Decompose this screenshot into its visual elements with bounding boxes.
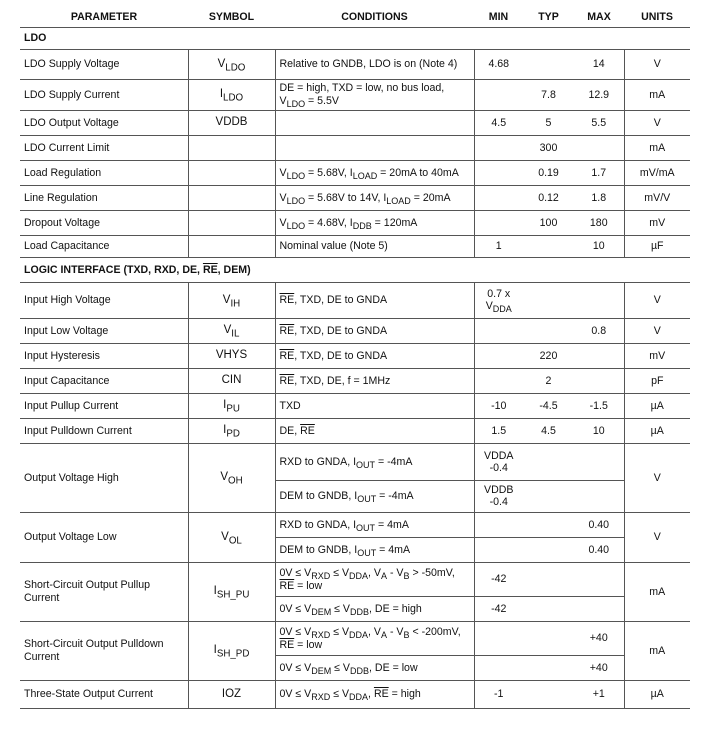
param-cell: Input Pulldown Current <box>20 419 188 444</box>
symbol-sub: PU <box>226 403 240 415</box>
typ-cell <box>523 538 574 563</box>
min-cell: -1 <box>474 681 523 709</box>
table-row <box>20 111 690 136</box>
min-cell <box>474 283 523 319</box>
table-row <box>20 369 690 394</box>
condition-cell: Relative to GNDB, LDO is on (Note 4) <box>275 50 474 80</box>
condition-text: ≤ V <box>331 602 351 615</box>
typ-cell <box>523 597 574 622</box>
condition-text: - V <box>387 625 404 638</box>
symbol-cell <box>188 369 275 394</box>
symbol-cell <box>188 513 275 563</box>
condition-sub: LDO <box>286 220 306 231</box>
re-overline: $\overline{RE}$ <box>279 638 295 651</box>
symbol-cell <box>188 319 275 344</box>
min-cell: 1 <box>474 236 523 258</box>
param-cell: Short-Circuit Output Pullup Current <box>20 563 188 622</box>
condition-text: 0V ≤ V <box>279 661 312 674</box>
table-row <box>20 80 690 111</box>
condition-text: - V <box>387 566 404 579</box>
units-cell: mV <box>624 344 690 369</box>
min-cell <box>474 622 523 656</box>
condition-cell <box>275 513 474 538</box>
param-cell: LDO Supply Current <box>20 80 188 111</box>
section-row-logic <box>20 258 690 283</box>
max-cell <box>574 563 624 597</box>
condition-cell <box>275 211 474 236</box>
condition-text: DEM to GNDB, I <box>279 543 358 556</box>
param-cell: Output Voltage Low <box>20 513 188 563</box>
max-cell: 12.9 <box>574 80 624 111</box>
condition-text: , V <box>368 566 381 579</box>
table-row <box>20 419 690 444</box>
units-cell: µA <box>624 419 690 444</box>
symbol-cell <box>188 344 275 369</box>
typ-cell: -4.5 <box>523 394 574 419</box>
min-cell <box>474 80 523 111</box>
condition-text: 0V ≤ V <box>279 625 312 638</box>
typ-cell: 5 <box>523 111 574 136</box>
symbol-cell <box>188 211 275 236</box>
condition-sub: LDO <box>286 99 306 110</box>
param-cell: Load Capacitance <box>20 236 188 258</box>
header-symbol: SYMBOL <box>188 7 275 28</box>
condition-cell <box>275 319 474 344</box>
typ-cell <box>523 50 574 80</box>
max-cell: 5.5 <box>574 111 624 136</box>
max-cell: 10 <box>574 236 624 258</box>
header-typ: TYP <box>523 7 574 28</box>
condition-text: 0V ≤ V <box>279 566 312 579</box>
condition-text: , TXD, DE, f = 1MHz <box>294 374 391 387</box>
typ-cell <box>523 656 574 681</box>
min-cell <box>474 211 523 236</box>
condition-sub: B <box>403 629 410 640</box>
min-var: V <box>484 449 492 462</box>
condition-text: = 5.68V, I <box>305 166 353 179</box>
units-cell: µA <box>624 394 690 419</box>
symbol-sub: DDB <box>223 116 248 129</box>
table-row <box>20 283 690 319</box>
min-cell <box>474 136 523 161</box>
min-cell <box>474 444 523 481</box>
condition-sub: OUT <box>357 494 377 505</box>
condition-cell <box>275 444 474 481</box>
symbol-cell <box>188 236 275 258</box>
min-cell <box>474 369 523 394</box>
condition-cell <box>275 369 474 394</box>
units-cell: V <box>624 444 690 513</box>
max-cell: +40 <box>574 656 624 681</box>
max-cell: 10 <box>574 419 624 444</box>
condition-text: < -200mV, <box>409 625 461 638</box>
condition-cell <box>275 419 474 444</box>
section-logic-interface: LOGIC INTERFACE (TXD, RXD, DE, $\overline{RE}$, DEM) <box>20 258 690 283</box>
condition-cell <box>275 344 474 369</box>
condition-text: ≤ V <box>330 688 350 701</box>
typ-cell <box>523 563 574 597</box>
condition-text: = 20mA <box>410 191 451 204</box>
condition-sub: OUT <box>357 547 377 558</box>
max-cell: 14 <box>574 50 624 80</box>
param-cell: Input High Voltage <box>20 283 188 319</box>
condition-text: = 4mA <box>376 543 411 556</box>
param-cell: Short-Circuit Output Pulldown Current <box>20 622 188 681</box>
condition-sub: RXD <box>311 629 331 640</box>
min-cell: 4.68 <box>474 50 523 80</box>
param-cell: LDO Current Limit <box>20 136 188 161</box>
symbol-sub: OZ <box>225 687 242 700</box>
symbol-main: I <box>213 585 217 598</box>
condition-cell <box>275 136 474 161</box>
table-row <box>20 211 690 236</box>
re-overline: $\overline{RE}$ <box>279 349 295 362</box>
header-units: UNITS <box>624 7 690 28</box>
symbol-main: V <box>223 324 232 337</box>
max-cell: +1 <box>574 681 624 709</box>
typ-cell <box>523 283 574 319</box>
condition-text: 0V ≤ V <box>279 688 312 701</box>
condition-text: = 4mA <box>375 518 409 531</box>
condition-text: = high <box>388 688 421 701</box>
condition-var: V <box>279 95 287 107</box>
symbol-cell <box>188 563 275 622</box>
condition-text: = 4.68V, I <box>305 216 353 229</box>
symbol-sub: SH_PD <box>216 648 250 660</box>
condition-text: ≤ V <box>330 625 350 638</box>
min-cell <box>474 161 523 186</box>
condition-sub: RXD <box>311 692 331 703</box>
min-cell <box>474 656 523 681</box>
max-cell <box>574 283 624 319</box>
units-cell: mA <box>624 80 690 111</box>
condition-sub: B <box>403 570 410 581</box>
min-offset: -0.4 <box>489 461 508 474</box>
max-cell <box>574 369 624 394</box>
param-cell: Dropout Voltage <box>20 211 188 236</box>
symbol-cell <box>188 111 275 136</box>
symbol-sub: IN <box>229 374 242 387</box>
condition-text: , DE = low <box>369 661 418 674</box>
table-row <box>20 394 690 419</box>
table-row <box>20 136 690 161</box>
typ-cell: 220 <box>523 344 574 369</box>
units-cell: µA <box>624 681 690 709</box>
max-cell <box>574 597 624 622</box>
table-row <box>20 186 690 211</box>
condition-cell <box>275 622 474 656</box>
symbol-main: I <box>223 399 227 412</box>
condition-cell <box>275 538 474 563</box>
condition-cell: TXD <box>275 394 474 419</box>
min-var: V <box>484 484 492 497</box>
units-cell: V <box>624 513 690 563</box>
condition-sub: LDO <box>286 195 306 206</box>
condition-sub: OUT <box>356 459 376 470</box>
symbol-cell <box>188 394 275 419</box>
section-row-ldo <box>20 28 690 50</box>
symbol-main: V <box>222 293 231 306</box>
units-cell: µF <box>624 236 690 258</box>
typ-cell <box>523 319 574 344</box>
condition-cell <box>275 283 474 319</box>
typ-cell <box>523 513 574 538</box>
typ-cell <box>523 236 574 258</box>
max-cell <box>574 344 624 369</box>
table-row <box>20 681 690 709</box>
condition-text: RXD to GNDA, I <box>279 455 357 468</box>
symbol-cell <box>188 283 275 319</box>
symbol-main: V <box>217 57 226 70</box>
symbol-main: V <box>215 349 224 362</box>
typ-cell: 100 <box>523 211 574 236</box>
min-cell <box>474 186 523 211</box>
condition-text: ≤ V <box>331 661 351 674</box>
typ-cell <box>523 481 574 513</box>
param-cell: Input Low Voltage <box>20 319 188 344</box>
symbol-sub: IH <box>230 298 241 309</box>
table-row <box>20 319 690 344</box>
condition-text: DEM to GNDB, I <box>279 490 358 503</box>
symbol-sub: PD <box>226 428 240 440</box>
symbol-main: V <box>215 116 224 129</box>
header-min: MIN <box>474 7 523 28</box>
symbol-cell <box>188 161 275 186</box>
condition-text: > -50mV, <box>409 566 455 579</box>
min-cell: 4.5 <box>474 111 523 136</box>
min-cell <box>474 481 523 513</box>
condition-sub: DEM <box>311 606 332 617</box>
min-offset: -0.4 <box>489 496 508 509</box>
condition-rest: = 5.5V <box>305 95 339 107</box>
units-cell: mV <box>624 211 690 236</box>
typ-cell: 7.8 <box>523 80 574 111</box>
condition-cell <box>275 563 474 597</box>
condition-text: , V <box>368 625 381 638</box>
symbol-sub: LDO <box>225 62 246 73</box>
min-line: 0.7 x <box>487 288 511 301</box>
table-row <box>20 622 690 656</box>
min-cell <box>474 319 523 344</box>
condition-cell <box>275 80 474 111</box>
param-cell: Output Voltage High <box>20 444 188 513</box>
symbol-cell <box>188 186 275 211</box>
condition-text: , TXD, DE to GNDA <box>294 349 388 362</box>
condition-text: = low <box>294 638 323 651</box>
condition-text: = 5.68V to 14V, I <box>305 191 387 204</box>
symbol-cell <box>188 80 275 111</box>
units-cell: mA <box>624 563 690 622</box>
condition-sub: A <box>381 629 388 640</box>
header-parameter: PARAMETER <box>20 7 188 28</box>
max-cell: +40 <box>574 622 624 656</box>
condition-text: , TXD, DE to GNDA <box>294 324 388 337</box>
condition-text: = 120mA <box>371 216 418 229</box>
symbol-sub: OL <box>228 535 242 546</box>
typ-cell: 2 <box>523 369 574 394</box>
condition-sub: DEM <box>311 665 332 676</box>
symbol-main: V <box>220 471 228 484</box>
condition-text: , <box>368 688 374 701</box>
param-cell: Three-State Output Current <box>20 681 188 709</box>
symbol-main: V <box>221 530 229 543</box>
condition-cell <box>275 481 474 513</box>
condition-sub: RXD <box>311 570 331 581</box>
typ-cell <box>523 444 574 481</box>
condition-sub: DDA <box>349 692 369 703</box>
symbol-main: I <box>213 644 217 657</box>
min-cell: -42 <box>474 597 523 622</box>
table-row <box>20 444 690 481</box>
symbol-main: I <box>219 88 224 101</box>
condition-sub: OUT <box>356 522 376 533</box>
typ-cell: 300 <box>523 136 574 161</box>
condition-sub: DDA <box>349 629 369 640</box>
condition-text: DE, <box>279 424 301 437</box>
min-cell: 1.5 <box>474 419 523 444</box>
condition-sub: LOAD <box>352 170 378 181</box>
units-cell: pF <box>624 369 690 394</box>
units-cell: mA <box>624 136 690 161</box>
symbol-cell <box>188 622 275 681</box>
header-row <box>20 7 690 28</box>
min-sub: DDA <box>492 304 512 315</box>
units-cell: mV/V <box>624 186 690 211</box>
typ-cell: 0.19 <box>523 161 574 186</box>
table-row <box>20 513 690 538</box>
symbol-cell <box>188 50 275 80</box>
min-cell: -10 <box>474 394 523 419</box>
header-max: MAX <box>574 7 624 28</box>
min-cell: -42 <box>474 563 523 597</box>
min-cell <box>474 538 523 563</box>
max-cell: 0.40 <box>574 513 624 538</box>
condition-cell <box>275 186 474 211</box>
electrical-characteristics-table <box>20 7 690 709</box>
max-cell: 0.8 <box>574 319 624 344</box>
condition-text: = low <box>294 579 323 592</box>
param-cell: Input Pullup Current <box>20 394 188 419</box>
units-cell: mA <box>624 622 690 681</box>
condition-text: RXD to GNDA, I <box>279 518 357 531</box>
param-cell: Line Regulation <box>20 186 188 211</box>
param-cell: Input Capacitance <box>20 369 188 394</box>
condition-sub: DDB <box>350 665 370 676</box>
condition-sub: LDO <box>286 170 306 181</box>
condition-text: = -4mA <box>375 455 413 468</box>
units-cell: V <box>624 50 690 80</box>
min-sub: DDA <box>491 449 514 462</box>
re-overline: $\overline{RE}$ <box>279 324 295 337</box>
condition-var: V <box>279 166 287 179</box>
max-cell: 1.8 <box>574 186 624 211</box>
min-cell <box>474 344 523 369</box>
condition-var: V <box>279 191 287 204</box>
condition-cell <box>275 161 474 186</box>
max-cell <box>574 481 624 513</box>
min-cell <box>474 513 523 538</box>
condition-text: = 20mA to 40mA <box>377 166 459 179</box>
param-cell: LDO Output Voltage <box>20 111 188 136</box>
typ-cell: 4.5 <box>523 419 574 444</box>
re-overline: $\overline{RE}$ <box>279 374 295 387</box>
symbol-cell <box>188 419 275 444</box>
symbol-main: I <box>221 687 226 700</box>
condition-cell <box>275 681 474 709</box>
units-cell: mV/mA <box>624 161 690 186</box>
re-overline: $\overline{RE}$ <box>279 294 295 307</box>
condition-sub: DDB <box>350 606 370 617</box>
typ-cell <box>523 681 574 709</box>
units-cell: V <box>624 319 690 344</box>
units-cell: V <box>624 283 690 319</box>
table-row <box>20 236 690 258</box>
max-cell: 180 <box>574 211 624 236</box>
header-conditions: CONDITIONS <box>275 7 474 28</box>
param-cell: Input Hysteresis <box>20 344 188 369</box>
re-overline: $\overline{RE}$ <box>300 424 315 437</box>
typ-cell <box>523 622 574 656</box>
symbol-cell <box>188 136 275 161</box>
condition-sub: LOAD <box>386 195 411 206</box>
table-row <box>20 50 690 80</box>
max-cell <box>574 444 624 481</box>
min-var: V <box>485 300 493 313</box>
symbol-sub: LDO <box>223 92 244 104</box>
symbol-main: C <box>221 374 230 387</box>
max-cell: -1.5 <box>574 394 624 419</box>
condition-cell: Nominal value (Note 5) <box>275 236 474 258</box>
condition-line: DE = high, TXD = low, no bus load, <box>279 82 445 95</box>
param-cell: Load Regulation <box>20 161 188 186</box>
re-overline: $\overline{RE}$ <box>373 688 389 701</box>
symbol-sub: HYS <box>223 349 248 362</box>
param-cell: LDO Supply Voltage <box>20 50 188 80</box>
symbol-sub: IL <box>231 328 240 340</box>
section-ldo: LDO <box>20 28 690 50</box>
max-cell <box>574 136 624 161</box>
symbol-sub: OH <box>228 475 243 487</box>
condition-text: 0V ≤ V <box>279 602 312 615</box>
condition-cell <box>275 597 474 622</box>
condition-cell <box>275 111 474 136</box>
condition-sub: DDA <box>349 570 369 581</box>
typ-cell: 0.12 <box>523 186 574 211</box>
symbol-sub: SH_PU <box>216 589 250 601</box>
condition-text: = -4mA <box>376 490 414 503</box>
table-row <box>20 161 690 186</box>
condition-sub: DDB <box>352 220 372 231</box>
symbol-cell <box>188 444 275 513</box>
min-sub: DDB <box>491 484 514 497</box>
condition-text: , TXD, DE to GNDA <box>294 294 388 307</box>
condition-text: , DE = high <box>369 602 422 615</box>
table-row <box>20 344 690 369</box>
condition-sub: A <box>381 570 388 581</box>
condition-var: V <box>279 216 287 229</box>
condition-text: ≤ V <box>330 566 350 579</box>
table-row <box>20 563 690 597</box>
max-cell: 0.40 <box>574 538 624 563</box>
re-overline: $\overline{RE}$ <box>279 579 295 592</box>
units-cell: V <box>624 111 690 136</box>
condition-cell <box>275 656 474 681</box>
symbol-cell <box>188 681 275 709</box>
symbol-main: I <box>223 424 227 437</box>
max-cell: 1.7 <box>574 161 624 186</box>
